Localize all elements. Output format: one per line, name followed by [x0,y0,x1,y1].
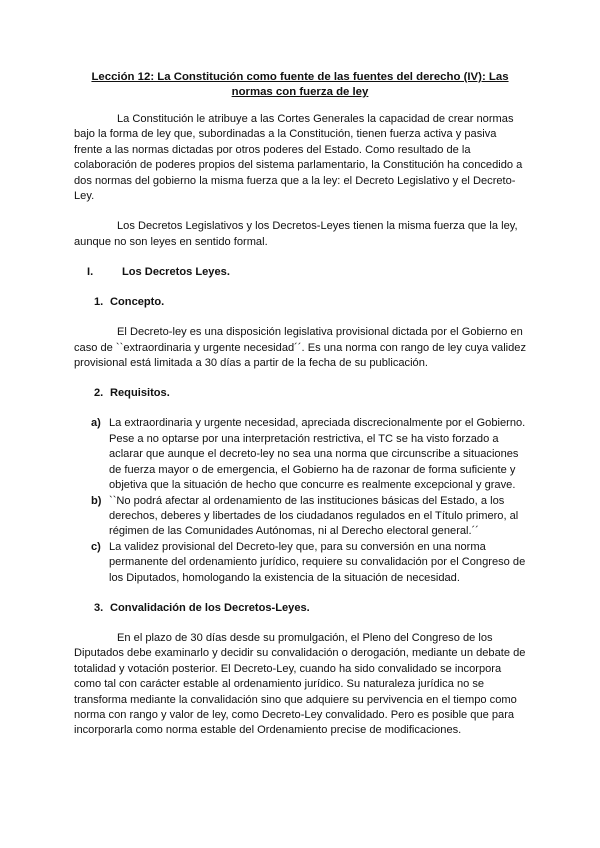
subsection-heading-requisitos [74,386,526,401]
list-item [74,540,526,586]
concepto-paragraph: El Decreto-ley es una disposición legislativa provisional dictada por el Gobierno en caso de ``extraordinaria y urgente necesidad´´. Es una norma con rango de ley cuya validez provisional está limitada a 30 días a partir de la fecha de su publicación. [74,326,527,370]
list-item [74,416,526,493]
convalidacion-paragraph: En el plazo de 30 días desde su promulgación, el Pleno del Congreso de los Diputados debe examinarlo y decidir su convalidación o derogación, mediante un debate de totalidad y votación posterior. El Decreto-Ley, cuando ha sido convalidado se incorpora como tal con carácter estable al ordenamiento jurídico. Su naturaleza jurídica no se transforma mediante la convalidación sino que adquiere su pervivencia en el tiempo como norma con rango y valor de ley, como Decreto-Ley convalidado. Pero es posible que para incorporarla como norma estable del Ordenamiento precise de modificaciones. [74,631,526,737]
subsection-number: 2. [94,387,104,400]
subsection-label: Concepto. [110,296,165,309]
list-item-text: La validez provisional del Decreto-ley que, para su conversión en una norma permanente del ordenamiento jurídico, requiere su convalidación por el Congreso de los Diputados, homologando la existencia de la situación de necesidad. [109,540,526,584]
subsection-heading-concepto [74,295,526,310]
subsection-heading-convalidacion [74,601,526,616]
requisitos-list [74,416,526,585]
list-marker: b) [91,494,102,507]
section-label: Los Decretos Leyes. [122,266,230,279]
list-marker: c) [91,540,101,553]
subsection-number: 3. [94,601,104,614]
subsection-number: 1. [94,296,104,309]
section-heading [74,265,526,280]
list-marker: a) [91,417,101,430]
intro-paragraph-2: Los Decretos Legislativos y los Decretos-Leyes tienen la misma fuerza que la ley, aunque no son leyes en sentido formal. [74,220,518,248]
subsection-label: Convalidación de los Decretos-Leyes. [110,601,310,614]
intro-paragraph-1: La Constitución le atribuye a las Cortes Generales la capacidad de crear normas bajo la forma de ley que, subordinadas a la Constitución, tienen fuerza activa y pasiva frente a las normas dictadas por otros poderes del Estado. Como resultado de la colaboración de poderes propios del sistema parlamentario, la Constitución ha concedido a dos normas del gobierno la misma fuerza que a la ley: el Decreto Legislativo y el Decreto-Ley. [74,113,523,203]
page-title: Lección 12: La Constitución como fuente de las fuentes del derecho (IV): Las normas con fuerza de ley [91,71,509,98]
section-number: I. [87,266,94,279]
subsection-label: Requisitos. [110,387,170,400]
list-item-text: La extraordinaria y urgente necesidad, apreciada discrecionalmente por el Gobierno. Pese a no optarse por una interpretación restrictiva, el TC se ha visto forzado a aclarar que aunque el decreto-ley no sea una norma que circunscribe a situaciones de fuerza mayor o de emergencia, el Gobierno ha de razonar de forma suficiente y objetiva que la situación de hecho que concurre es realmente excepcional y grave. [109,417,526,492]
list-item [74,494,526,540]
list-item-text: ``No podrá afectar al ordenamiento de las instituciones básicas del Estado, a los derechos, deberes y libertades de los ciudadanos regulados en el Título primero, al régimen de las Comunidades Autónomas, ni al Derecho electoral general.´´ [109,494,519,538]
